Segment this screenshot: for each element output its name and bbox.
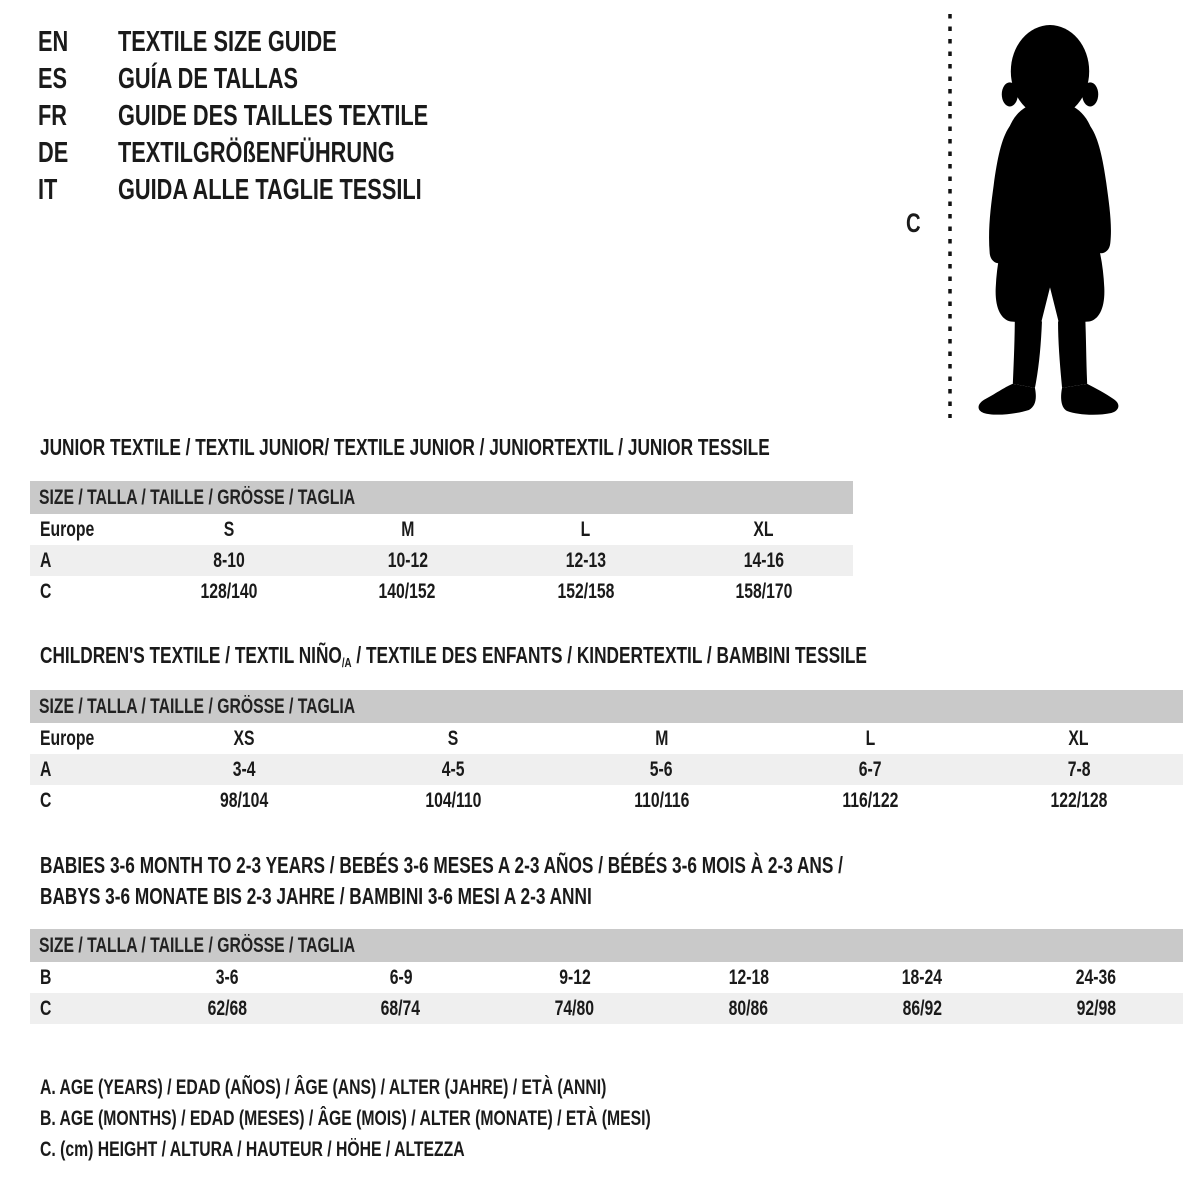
language-title: TEXTILGRÖßENFÜHRUNG [118, 137, 395, 169]
size-value-cell [557, 785, 766, 816]
column-header-cell [974, 723, 1183, 754]
size-bar-row [30, 481, 853, 514]
children-heading-text [40, 642, 867, 672]
size-value-cell [766, 754, 975, 785]
size-value: 14-16 [743, 548, 785, 572]
size-value: 12-18 [728, 965, 769, 989]
row-label: C [40, 579, 52, 603]
size-value-cell [974, 785, 1183, 816]
column-header-label: Europe [40, 517, 95, 541]
size-bar-label: SIZE / TALLA / TAILLE / GRÖSSE / TAGLIA [39, 933, 356, 957]
toddler-silhouette-icon [964, 14, 1136, 416]
size-bar-cell [30, 481, 853, 514]
size-bar-cell [30, 690, 1183, 723]
column-header-cell [497, 514, 675, 545]
column-header-label: M [400, 517, 414, 541]
size-value: 12-13 [565, 548, 606, 572]
size-value-cell [661, 962, 835, 993]
junior-size-table [30, 481, 853, 607]
size-value: 122/128 [1050, 788, 1108, 812]
table-row-a [30, 545, 853, 576]
row-label-cell [30, 962, 140, 993]
size-value-cell [835, 962, 1009, 993]
size-value-cell [318, 545, 496, 576]
size-value-cell [497, 545, 675, 576]
size-value-cell [314, 993, 488, 1024]
size-value-cell [140, 785, 349, 816]
language-title: GUIDA ALLE TAGLIE TESSILI [118, 174, 422, 206]
language-code-cell [38, 137, 118, 170]
size-bar-row [30, 690, 1183, 723]
size-value-cell [140, 545, 318, 576]
children-size-table [30, 690, 1183, 816]
legend-text-c: C. (cm) HEIGHT / ALTURA / HAUTEUR / HÖHE / ALTEZZA [40, 1137, 465, 1161]
language-title-list [38, 24, 532, 209]
table-row-a [30, 754, 1183, 785]
size-value-cell [349, 785, 558, 816]
size-value-cell [318, 576, 496, 607]
row-label: A [40, 757, 52, 781]
row-label-cell [30, 576, 140, 607]
junior-section-heading [40, 434, 1013, 460]
size-value-cell [1009, 962, 1183, 993]
size-value-cell [140, 576, 318, 607]
size-value: 6-9 [389, 965, 413, 989]
column-header-cell [140, 723, 349, 754]
size-value-cell [1009, 993, 1183, 1024]
size-value-cell [557, 754, 766, 785]
babies-size-table [30, 929, 1183, 1024]
language-code-cell [38, 174, 118, 207]
babies-section-heading [40, 850, 1111, 912]
column-header-row [30, 723, 1183, 754]
language-code-cell [38, 63, 118, 96]
size-value-cell [314, 962, 488, 993]
size-value: 110/116 [633, 788, 690, 812]
column-header-cell [675, 514, 853, 545]
column-header-row [30, 514, 853, 545]
column-header-label: L [865, 726, 875, 750]
size-bar-label: SIZE / TALLA / TAILLE / GRÖSSE / TAGLIA [39, 694, 356, 718]
row-label-cell [30, 545, 140, 576]
size-value: 3-4 [232, 757, 256, 781]
babies-heading-line1: BABIES 3-6 MONTH TO 2-3 YEARS / BEBÉS 3-6 MESES A 2-3 AÑOS / BÉBÉS 3-6 MOIS À 2-3 ANS / [40, 852, 843, 878]
size-value-cell [675, 576, 853, 607]
column-header-label: M [654, 726, 669, 750]
children-heading-prefix: CHILDREN'S TEXTILE / TEXTIL NIÑO [40, 642, 342, 668]
language-row-es [38, 61, 532, 98]
junior-heading-text: JUNIOR TEXTILE / TEXTIL JUNIOR/ TEXTILE JUNIOR / JUNIORTEXTIL / JUNIOR TESSILE [40, 434, 770, 460]
size-value: 116/122 [842, 788, 899, 812]
column-header-label: S [223, 517, 235, 541]
column-header-cell [30, 514, 140, 545]
language-title: GUÍA DE TALLAS [118, 63, 299, 95]
size-value: 6-7 [858, 757, 882, 781]
size-value: 140/152 [378, 579, 436, 603]
size-value: 104/110 [424, 788, 481, 812]
babies-heading-line2: BABYS 3-6 MONATE BIS 2-3 JAHRE / BAMBINI 3-6 MESI A 2-3 ANNI [40, 883, 592, 909]
babies-heading-line2-row [40, 881, 1111, 912]
size-bar-cell [30, 929, 1183, 962]
size-value: 68/74 [381, 996, 421, 1020]
children-heading-sub: /A [341, 655, 352, 670]
size-value: 7-8 [1067, 757, 1091, 781]
size-value: 8-10 [213, 548, 245, 572]
language-code: DE [38, 137, 69, 169]
size-value-cell [974, 754, 1183, 785]
language-code-cell [38, 26, 118, 59]
size-value-cell [835, 993, 1009, 1024]
height-measure-line-icon [946, 12, 954, 418]
row-label-cell [30, 785, 140, 816]
column-header-cell [140, 514, 318, 545]
column-header-cell [557, 723, 766, 754]
height-figure [900, 8, 1160, 422]
row-label: C [40, 996, 52, 1020]
language-code-cell [38, 100, 118, 133]
size-value: 5-6 [650, 757, 673, 781]
column-header-label: S [447, 726, 459, 750]
size-bar-label: SIZE / TALLA / TAILLE / GRÖSSE / TAGLIA [39, 485, 356, 509]
legend-line-c [40, 1134, 854, 1165]
size-value-cell [488, 993, 662, 1024]
column-header-cell [766, 723, 975, 754]
size-value: 98/104 [220, 788, 269, 812]
row-label-cell [30, 754, 140, 785]
size-value: 152/158 [557, 579, 615, 603]
size-value-cell [140, 754, 349, 785]
size-value: 80/86 [728, 996, 769, 1020]
legend-text-a: A. AGE (YEARS) / EDAD (AÑOS) / ÂGE (ANS) / ALTER (JAHRE) / ETÀ (ANNI) [40, 1075, 607, 1099]
size-value-cell [661, 993, 835, 1024]
row-label: C [40, 788, 52, 812]
size-value: 92/98 [1076, 996, 1116, 1020]
size-value: 86/92 [902, 996, 942, 1020]
size-value: 18-24 [902, 965, 943, 989]
size-value: 3-6 [215, 965, 239, 989]
row-label: B [40, 965, 52, 989]
legend-line-b [40, 1103, 854, 1134]
children-section-heading [40, 642, 1143, 672]
language-code: ES [38, 63, 68, 95]
height-measure-label: C [906, 208, 921, 238]
size-value: 4-5 [441, 757, 465, 781]
language-code: IT [38, 174, 58, 206]
column-header-label: L [580, 517, 591, 541]
column-header-cell [318, 514, 496, 545]
size-value-cell [497, 576, 675, 607]
size-value: 24-36 [1075, 965, 1117, 989]
language-title: GUIDE DES TAILLES TEXTILE [118, 100, 429, 132]
language-row-de [38, 135, 532, 172]
legend-line-a [40, 1072, 854, 1103]
legend-text-b: B. AGE (MONTHS) / EDAD (MESES) / ÂGE (MOIS) / ALTER (MONATE) / ETÀ (MESI) [40, 1106, 651, 1130]
table-row-c [30, 993, 1183, 1024]
column-header-label: XL [1068, 726, 1089, 750]
table-row-c [30, 785, 1183, 816]
language-code: FR [38, 100, 68, 132]
language-title: TEXTILE SIZE GUIDE [118, 26, 337, 58]
size-value-cell [675, 545, 853, 576]
size-bar-row [30, 929, 1183, 962]
size-value: 10-12 [387, 548, 428, 572]
measure-legend [40, 1072, 854, 1165]
language-code: EN [38, 26, 69, 58]
column-header-cell [30, 723, 140, 754]
row-label-cell [30, 993, 140, 1024]
size-value: 74/80 [554, 996, 595, 1020]
size-value: 9-12 [558, 965, 591, 989]
size-value-cell [140, 962, 314, 993]
language-row-fr [38, 98, 532, 135]
size-value: 62/68 [207, 996, 247, 1020]
size-value-cell [140, 993, 314, 1024]
babies-heading-line1-row [40, 850, 1111, 881]
column-header-cell [349, 723, 558, 754]
table-row-b [30, 962, 1183, 993]
children-heading-suffix: / TEXTILE DES ENFANTS / KINDERTEXTIL / BAMBINI TESSILE [351, 642, 867, 668]
row-label: A [40, 548, 52, 572]
size-value-cell [488, 962, 662, 993]
size-value-cell [766, 785, 975, 816]
column-header-label: XL [753, 517, 774, 541]
column-header-label: Europe [40, 726, 95, 750]
size-value-cell [349, 754, 558, 785]
language-row-it [38, 172, 532, 209]
size-value: 158/170 [735, 579, 793, 603]
language-row-en [38, 24, 532, 61]
size-value: 128/140 [200, 579, 258, 603]
column-header-label: XS [233, 726, 255, 750]
table-row-c [30, 576, 853, 607]
